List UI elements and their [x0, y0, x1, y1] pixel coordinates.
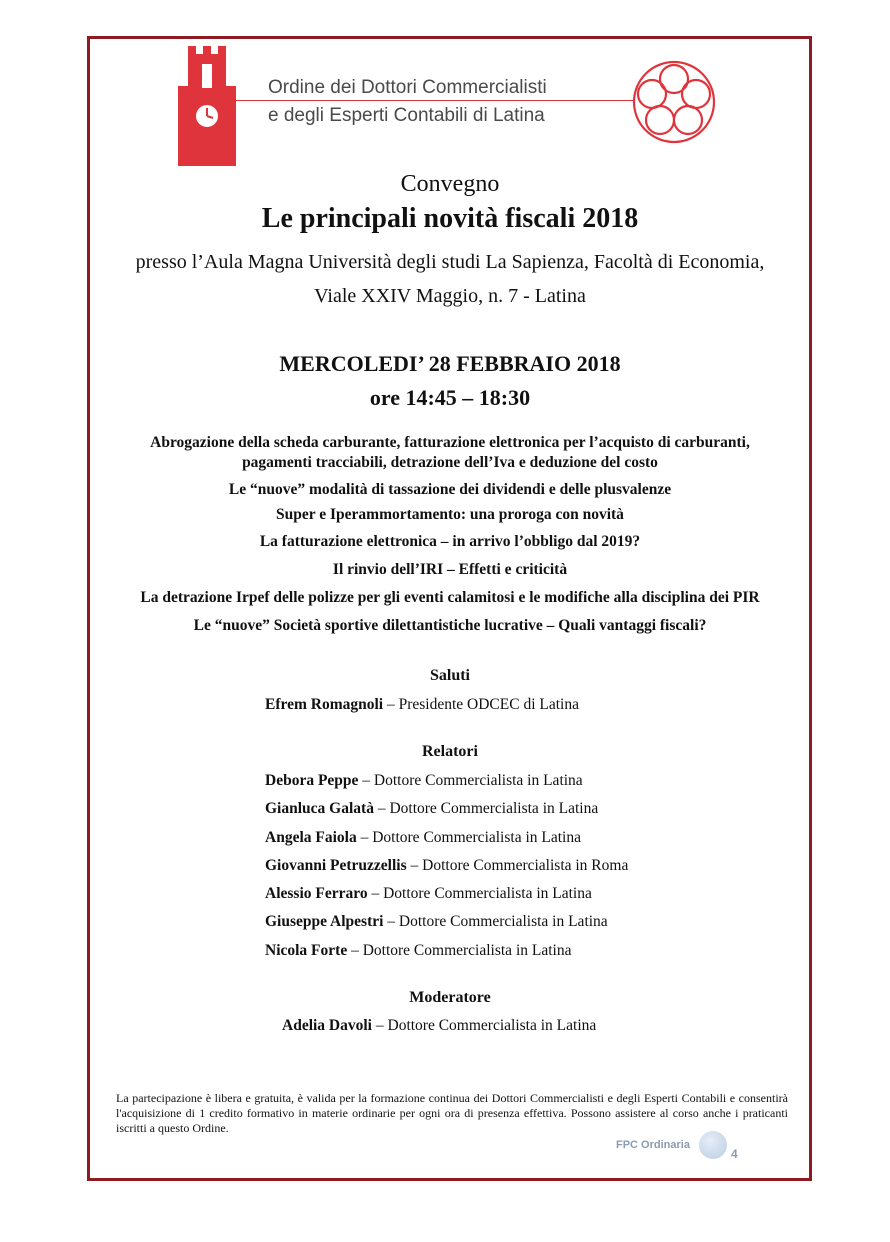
topic-item: La detrazione Irpef delle polizze per gli eventi calamitosi e le modifiche alla disciplina dei PIR [140, 589, 760, 606]
topic-item: Abrogazione della scheda carburante, fatturazione elettronica per l’acquisto di carburanti, [150, 434, 750, 451]
relatore-person [265, 800, 598, 818]
relatori-heading: Relatori [422, 743, 478, 760]
moderatore-heading: Moderatore [409, 989, 491, 1006]
relatore-person [265, 857, 628, 875]
topic-item: Il rinvio dell’IRI – Effetti e criticità [332, 561, 568, 578]
person-role: – Dottore Commercialista in Latina [372, 1017, 597, 1034]
topic-item: Le “nuove” modalità di tassazione dei dividendi e delle plusvalenze [228, 481, 672, 498]
person-name: Debora Peppe [265, 772, 359, 789]
person-role: – Dottore Commercialista in Latina [383, 913, 608, 930]
event-time: ore 14:45 – 18:30 [369, 385, 531, 410]
fpc-badge-icon [699, 1131, 727, 1159]
person-name: Angela Faiola [265, 829, 357, 846]
fpc-credits: 4 [731, 1147, 738, 1161]
person-role: – Presidente ODCEC di Latina [383, 696, 579, 713]
odcec-emblem-icon [626, 54, 722, 150]
topic-item: La fatturazione elettronica – in arrivo l’obbligo dal 2019? [259, 533, 641, 550]
moderatore-person [282, 1017, 596, 1035]
person-role: – Dottore Commercialista in Latina [358, 772, 583, 789]
event-kind: Convegno [400, 171, 500, 197]
participation-note: La partecipazione è libera e gratuita, è valida per la formazione continua dei Dottori Commercialisti e degli Esperti Contabili e consentirà l'acquisizione di 1 credito formativo in materie ordinarie per ogni ora di presenza effettiva. Possono assistere al corso anche i praticanti iscritti a questo Ordine. [116, 1091, 788, 1135]
header-rule [234, 100, 634, 101]
event-title: Le principali novità fiscali 2018 [261, 203, 639, 234]
topic-item: Le “nuove” Società sportive dilettantistiche lucrative – Quali vantaggi fiscali? [193, 617, 707, 634]
topic-item: pagamenti tracciabili, detrazione dell’Iva e deduzione del costo [242, 454, 658, 471]
person-role: – Dottore Commercialista in Latina [373, 800, 599, 817]
person-role: – Dottore Commercialista in Latina [367, 885, 592, 902]
org-name-line-1: Ordine dei Dottori Commercialisti [268, 77, 547, 98]
person-role: – Dottore Commercialista in Roma [406, 857, 629, 874]
person-name: Efrem Romagnoli [265, 696, 384, 713]
relatore-person [265, 885, 592, 903]
fpc-label: FPC Ordinaria [616, 1139, 690, 1151]
person-name: Giuseppe Alpestri [265, 913, 384, 930]
event-date: MERCOLEDI’ 28 FEBBRAIO 2018 [279, 351, 621, 376]
person-name: Nicola Forte [265, 942, 348, 959]
saluti-person [265, 696, 579, 714]
venue-line-1: presso l’Aula Magna Università degli studi La Sapienza, Facoltà di Economia, [135, 251, 765, 273]
person-role: – Dottore Commercialista in Latina [356, 829, 581, 846]
relatore-person [265, 772, 583, 790]
person-name: Alessio Ferraro [265, 885, 368, 902]
tower-clock-logo-icon [178, 46, 238, 166]
person-name: Giovanni Petruzzellis [265, 857, 407, 874]
saluti-heading: Saluti [429, 667, 470, 684]
relatore-person [265, 829, 581, 847]
relatore-person [265, 942, 571, 960]
person-name: Adelia Davoli [282, 1017, 372, 1034]
venue-line-2: Viale XXIV Maggio, n. 7 - Latina [314, 285, 586, 307]
topic-item: Super e Iperammortamento: una proroga con novità [276, 506, 624, 523]
person-role: – Dottore Commercialista in Latina [347, 942, 572, 959]
relatore-person [265, 913, 608, 931]
org-name-line-2: e degli Esperti Contabili di Latina [268, 105, 545, 126]
person-name: Gianluca Galatà [265, 800, 374, 817]
